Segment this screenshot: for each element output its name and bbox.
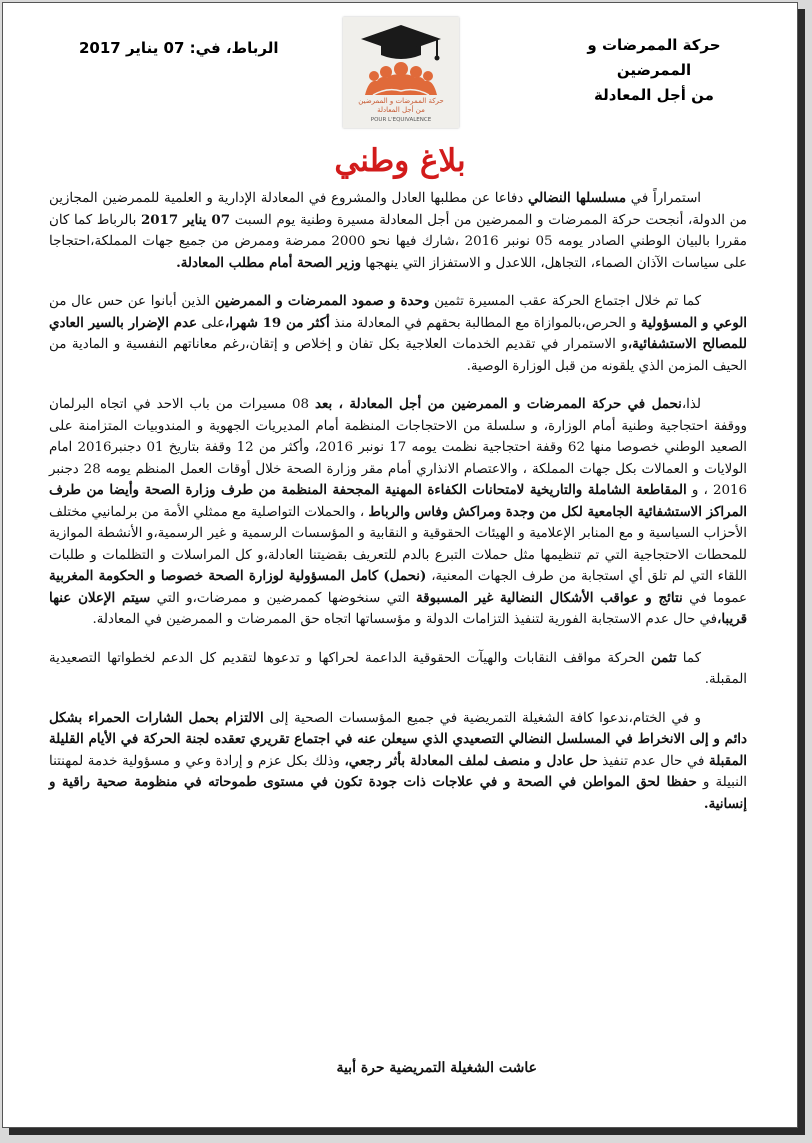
text-run: ، والحملات التواصلية مع ممثلي الأمة من برلمانيي مختلف الأحزاب السياسية و مع المنابر الإعلامية و الهيئات الحقوقية و النقابية و المؤسسات الرسمية و غير الرسمية،و الأنشطة الموازية للمحطات الاحتجاجية التي تم تنظيمها مثل حملات التبرع بالدم للتعريف بقضيتنا العادلة،و كل المراسلات و التظلمات و طلبات اللقاء التي لم تلق أي استجابة من طرف الجهات المعنية، <box>49 504 747 584</box>
bold-text-run: وزير الصحة أمام مطلب المعادلة. <box>176 254 361 271</box>
bold-text-run: تثمن <box>650 649 677 666</box>
text-run: الذين أبانوا عن حس عال من <box>49 294 215 309</box>
bold-text-run: المقاطعة الشاملة والتاريخية لامتحانات الكفاءة المهنية المجحفة المنظمة من طرف وزارة الصحة وأيضا من طرف المراكز الاستشفائية الجامعية لكل من وجدة ومراكش وفاس والرباط <box>49 482 747 520</box>
paragraph <box>49 648 747 691</box>
text-run: بالرباط كما كان مقررا بالبيان الوطني الصادر يومه 05 نونبر 2016 ،شارك فيها نحو 2000 ممرضة وممرض من جميع جهات المملكة،احتجاجا على سياسات الآذان الصماء، التجاهل، اللاعدل و الاستفزاز التي ينهجها <box>49 212 747 271</box>
bold-text-run: سيتم الإعلان عنها قريبا، <box>49 589 747 627</box>
bold-text-run: حل عادل و منصف لملف المعادلة بأثر رجعي، <box>344 752 598 769</box>
organization-header <box>559 33 749 108</box>
bold-text-run: نتائج و عواقب الأشكال النضالية غير المسبوقة <box>415 589 683 606</box>
paragraph <box>49 394 747 631</box>
text-run: عموما في <box>682 590 747 606</box>
text-run: وذلك بكل عزم و إرادة وعي و مسؤولية خدمة لمهنتنا النبيلة و <box>49 753 747 790</box>
text-run: 08 مسيرات من باب الاحد في اتجاه البرلمان ووقفة احتجاجية وطنية أمام الوزارة، و سلسلة من الاحتجاجات المنظمة أمام المديريات الجهوية و المندوبيات المتزامنة على الصعيد الوطني خصوصا منها 62 وقفة احتجاجية نظمت يومه 17 نونبر 2016، وأكثر من 12 وقفة بتاريخ 01 دجنبر2016 امام الولايات و العمالات بكل جهات المملكة ، والاعتصام الانذاري أمام مقر وزارة الصحة خلال أوقات العمل المنظم يومه 28 دجنبر 2016 ، و <box>49 397 748 498</box>
paragraph <box>49 291 747 377</box>
org-name-line1: حركة الممرضات و الممرضين <box>587 36 721 79</box>
text-run: دفاعا عن مطلبها العادل والمشروع في المعادلة الإدارية و العلمية للممرضين المجازين من الدولة، أنجحت حركة الممرضات و الممرضين من أجل المعادلة مسيرة وطنية يوم السبت <box>49 191 747 228</box>
text-run: و الحرص،بالموازاة مع المطالبة بحقهم في المعادلة منذ <box>329 315 641 331</box>
document-page <box>2 2 798 1128</box>
text-run: استمراراً في <box>626 191 702 206</box>
document-body <box>49 188 747 832</box>
place-date: الرباط، في: 07 يناير 2017 <box>79 39 279 57</box>
org-name-line2: من أجل المعادلة <box>594 86 714 104</box>
text-run: التي سنخوضها كممرضين و ممرضات،و التي <box>150 590 416 606</box>
bold-text-run: نحمل في حركة الممرضات و الممرضين من أجل المعادلة ، بعد <box>315 396 682 412</box>
bold-text-run: وحدة و صمود الممرضات و الممرضين <box>214 293 430 309</box>
text-run: في حال عدم الاستجابة الفورية لتنفيذ التزامات الدولة و مؤسساتها اتجاه حق الممرضات و الممرضين في المعادلة. <box>92 612 718 627</box>
paragraph <box>49 188 747 274</box>
text-run: على <box>197 315 225 331</box>
bold-text-run: الالتزام بحمل الشارات الحمراء بشكل دائم و إلى الانخراط في المسلسل النضالي التصعيدي الذي سيعلن عنه في اجتماع تقريري تعقده لجنة الحركة في الأيام القليلة المقبلة <box>49 709 747 769</box>
text-run: الحركة مواقف النقابات والهيآت الحقوقية الداعمة لحراكها و تدعوها لتقديم كل الدعم لخطواتها التصعيدية المقبلة. <box>49 650 747 687</box>
text-run: و الاستمرار في تقديم الخدمات العلاجية بكل تفان و إخلاص و إتقان،رغم معاناتهم النفسية و المادية من الحيف المزمن الذي يلقونه من قبل الوزارة الوصية. <box>49 337 747 374</box>
closing-slogan: عاشت الشغيلة التمريضية حرة أبية <box>336 1060 537 1076</box>
bold-text-run: (نحمل) كامل المسؤولية لوزارة الصحة خصوصا و الحكومة المغربية <box>49 568 427 584</box>
text-run: كما تم خلال اجتماع الحركة عقب المسيرة تثمين <box>429 294 701 309</box>
text-run: لذا، <box>681 397 701 412</box>
bold-text-run: مسلسلها النضالي <box>527 190 627 206</box>
text-run: و في الختام،ندعوا كافة الشغيلة التمريضية في جميع المؤسسات الصحية إلى <box>263 710 701 726</box>
bold-text-run: 07 يناير 2017 <box>140 211 231 228</box>
bold-text-run: عدم الإضرار بالسير العادي للمصالح الاستشفائية، <box>49 314 747 352</box>
document-title: بلاغ وطني <box>334 143 466 179</box>
text-run: كما <box>676 650 701 666</box>
logo-text-english: POUR L'EQUIVALENCE <box>370 117 432 123</box>
paragraph <box>49 708 747 816</box>
bold-text-run: الوعي و المسؤولية <box>640 314 747 331</box>
logo-text-line1: حركة الممرضات و الممرضين <box>358 97 444 105</box>
bold-text-run: أكثر من 19 شهرا، <box>224 314 330 331</box>
logo-text-line2: من أجل المعادلة <box>377 106 425 114</box>
text-run: في حال عدم تنفيذ <box>597 753 710 769</box>
bold-text-run: حفظا لحق المواطن في الصحة و في علاجات ذات جودة تكون في مستوى طموحاته في منظومة صحية راقية و إنسانية. <box>49 774 747 812</box>
organization-logo <box>343 17 459 128</box>
